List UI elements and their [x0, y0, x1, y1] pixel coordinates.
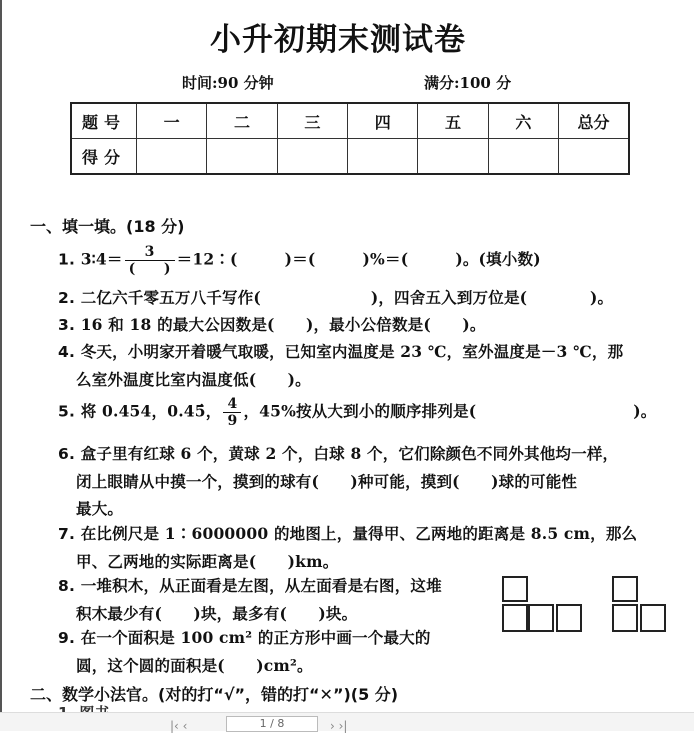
q5-fraction-numerator: 4 — [223, 396, 241, 413]
block-square — [528, 604, 554, 632]
question-number: 9. — [58, 629, 76, 647]
question-text: 在比例尺是 1∶6000000 的地图上，量得甲、乙两地的距离是 8.5 cm，那么 — [80, 524, 638, 543]
score-col-4: 四 — [348, 103, 418, 139]
question-8 — [58, 572, 488, 627]
question-text: 最大。 — [76, 499, 124, 518]
block-square — [612, 604, 638, 632]
page-left-edge — [0, 0, 2, 712]
score-col-1: 一 — [137, 103, 207, 139]
first-page-icon[interactable]: |‹ ‹ — [170, 719, 188, 733]
question-number: 3. — [58, 316, 76, 334]
page-title: 小升初期末测试卷 — [210, 22, 466, 58]
score-table — [70, 102, 630, 175]
question-number: 1. — [58, 250, 76, 269]
question-6 — [58, 440, 672, 522]
q1-fraction-denominator: ( ) — [128, 261, 171, 277]
q1-suffix: ＝12∶( )＝( )%＝( )。(填小数) — [176, 249, 541, 269]
exam-time: 时间:90 分钟 — [182, 74, 274, 92]
score-table-header-row — [71, 103, 629, 139]
q1-fraction-numerator: 3 — [125, 244, 175, 261]
question-7 — [58, 520, 672, 575]
score-col-total: 总分 — [559, 103, 629, 139]
question-text: 16 和 18 的最大公因数是( )，最小公倍数是( )。 — [80, 315, 486, 334]
question-1 — [58, 244, 672, 277]
question-text: 冬天，小明家开着暖气取暖，已知室内温度是 23 ℃，室外温度是－3 ℃，那 — [80, 342, 624, 361]
page-indicator[interactable]: 1 / 8 — [226, 716, 318, 732]
score-cell[interactable] — [559, 139, 629, 175]
question-text: 一堆积木，从正面看是左图，从左面看是右图，这堆 — [80, 576, 442, 595]
q5-suffix: ，45%按从大到小的顺序排列是( )。 — [243, 401, 657, 421]
q1-fraction — [125, 244, 175, 277]
score-cell[interactable] — [207, 139, 277, 175]
score-cell[interactable] — [277, 139, 347, 175]
q5-fraction — [223, 396, 241, 429]
section-1-heading: 一、填一填。(18 分) — [30, 217, 185, 236]
score-cell[interactable] — [348, 139, 418, 175]
block-square — [556, 604, 582, 632]
question-number: 8. — [58, 577, 76, 595]
score-col-5: 五 — [418, 103, 488, 139]
score-col-2: 二 — [207, 103, 277, 139]
block-square — [502, 576, 528, 602]
q1-prefix: 3∶4＝ — [80, 249, 123, 269]
question-text: 盒子里有红球 6 个，黄球 2 个，白球 8 个，它们除颜色不同外其他均一样， — [80, 444, 619, 463]
q5-prefix: 将 0.454，0.45̇， — [80, 401, 222, 421]
score-col-6: 六 — [488, 103, 558, 139]
score-cell[interactable] — [488, 139, 558, 175]
question-text: 甲、乙两地的实际距离是( )km。 — [76, 552, 339, 571]
question-text: 积木最少有( )块，最多有( )块。 — [76, 604, 358, 623]
question-number: 4. — [58, 343, 76, 361]
score-col-3: 三 — [277, 103, 347, 139]
question-number: 6. — [58, 445, 76, 463]
block-square — [640, 604, 666, 632]
question-9 — [58, 624, 488, 679]
question-4 — [58, 338, 672, 393]
question-2 — [58, 284, 672, 312]
question-3 — [58, 311, 672, 339]
question-text: 在一个面积是 100 cm² 的正方形中画一个最大的 — [80, 628, 431, 647]
question-number: 7. — [58, 525, 76, 543]
score-cell[interactable] — [418, 139, 488, 175]
question-text: 么室外温度比室内温度低( )。 — [76, 370, 311, 389]
score-cell[interactable] — [137, 139, 207, 175]
question-text: 圆，这个圆的面积是( )cm²。 — [76, 656, 313, 675]
score-table-row-label: 得分 — [71, 139, 137, 175]
exam-full-score: 满分:100 分 — [424, 74, 512, 92]
score-table-header-label: 题号 — [71, 103, 137, 139]
question-number: 2. — [58, 289, 76, 307]
block-square — [612, 576, 638, 602]
next-page-icon[interactable]: › ›| — [330, 719, 348, 733]
section-2-heading: 二、数学小法官。(对的打“√”，错的打“✕”)(5 分) — [30, 685, 399, 704]
question-number: 5. — [58, 402, 76, 421]
question-text: 二亿六千零五万八千写作( )，四舍五入到万位是( )。 — [80, 288, 614, 307]
q5-fraction-denominator: 9 — [227, 413, 238, 429]
block-square — [502, 604, 528, 632]
score-table-score-row — [71, 139, 629, 175]
question-5 — [58, 396, 672, 429]
question-text: 闭上眼睛从中摸一个，摸到的球有( )种可能，摸到( )球的可能性 — [76, 472, 578, 491]
